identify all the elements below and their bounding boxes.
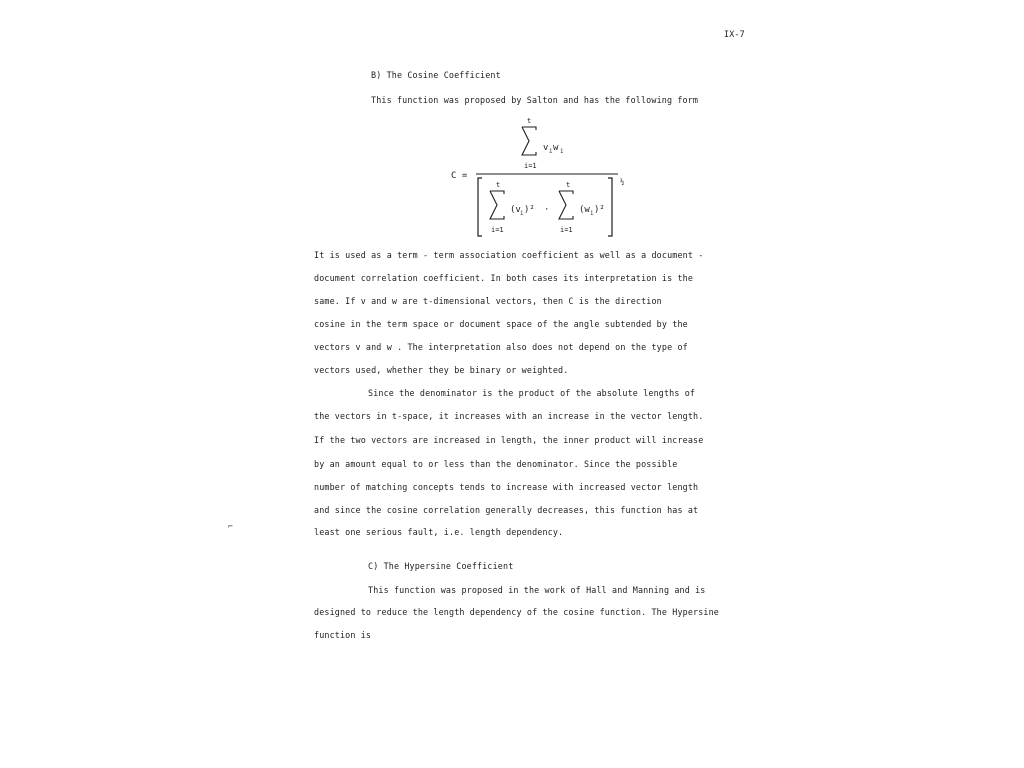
- denom-sum1-lower-limit: i=1: [491, 226, 504, 234]
- paragraph-line: number of matching concepts tends to increase with increased vector length: [314, 482, 699, 492]
- paragraph-line: vectors v and w . The interpretation also does not depend on the type of: [314, 342, 688, 352]
- left-bracket: [478, 178, 482, 236]
- cosine-formula: [440, 112, 640, 244]
- denom-summation2-icon: [559, 191, 573, 219]
- numerator-summation-icon: [522, 127, 536, 155]
- numerator-term-v-sub: i: [549, 148, 553, 155]
- page-number: IX-7: [724, 29, 745, 39]
- denom-sum2-lower-limit: i=1: [560, 226, 573, 234]
- numerator-term-w: w: [553, 143, 559, 153]
- numerator-lower-limit: i=1: [524, 162, 537, 170]
- paragraph-line: the vectors in t-space, it increases with an increase in the vector length.: [314, 411, 704, 421]
- paragraph-line: vectors used, whether they be binary or weighted.: [314, 365, 569, 375]
- paragraph-line: This function was proposed in the work of Hall and Manning and is: [368, 585, 706, 595]
- formula-lhs: C =: [451, 171, 468, 181]
- denom-summation1-icon: [490, 191, 504, 219]
- denom-term2-exp: )²: [594, 205, 605, 215]
- paragraph-line: function is: [314, 630, 372, 640]
- paragraph-line: and since the cosine correlation generally decreases, this function has at: [314, 505, 699, 515]
- paragraph-line: by an amount equal to or less than the denominator. Since the possible: [314, 459, 678, 469]
- denom-sum2-upper-limit: t: [566, 181, 571, 189]
- denom-term2-sub: i: [590, 210, 594, 217]
- paragraph-line: cosine in the term space or document space of the angle subtended by the: [314, 319, 688, 329]
- hypersine-section-heading: C) The Hypersine Coefficient: [368, 561, 514, 571]
- outer-exponent: ½: [620, 178, 625, 186]
- cosine-section-heading: B) The Cosine Coefficient: [371, 70, 501, 80]
- paragraph-line: least one serious fault, i.e. length dependency.: [314, 527, 564, 537]
- denom-term2: (w: [579, 205, 590, 215]
- paragraph-line: It is used as a term - term association coefficient as well as a document -: [314, 250, 704, 260]
- numerator-term-v: v: [543, 143, 549, 153]
- paragraph-line: designed to reduce the length dependency of the cosine function. The Hypersine: [314, 607, 719, 617]
- cosine-intro-text: This function was proposed by Salton and has the following form: [371, 95, 699, 105]
- numerator-upper-limit: t: [527, 117, 532, 125]
- right-bracket: [608, 178, 612, 236]
- paragraph-line: same. If v and w are t-dimensional vectors, then C is the direction: [314, 296, 662, 306]
- denom-dot: ·: [544, 205, 550, 215]
- stray-mark: ⌐: [228, 522, 233, 531]
- numerator-term-w-sub: i: [560, 148, 564, 155]
- paragraph-line: If the two vectors are increased in length, the inner product will increase: [314, 435, 704, 445]
- denom-sum1-upper-limit: t: [496, 181, 501, 189]
- paragraph-line: Since the denominator is the product of the absolute lengths of: [368, 388, 696, 398]
- paragraph-line: document correlation coefficient. In both cases its interpretation is the: [314, 273, 694, 283]
- denom-term1-sub: i: [520, 210, 524, 217]
- denom-term1: (v: [510, 205, 521, 215]
- denom-term1-exp: )²: [524, 205, 535, 215]
